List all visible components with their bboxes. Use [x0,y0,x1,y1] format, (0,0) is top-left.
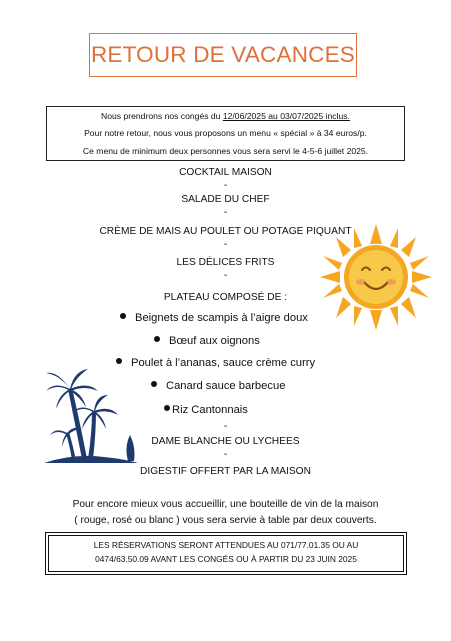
info-line-2: Pour notre retour, nous vous proposons un menu « spécial » à 34 euros/p. [84,128,367,138]
bullet-icon [116,358,122,364]
menu-separator: - [223,180,228,191]
menu-item-dessert: DAME BLANCHE OU LYCHEES [151,436,300,447]
bullet-icon [154,336,160,342]
reservation-line-2: 0474/63.50.09 AVANT LES CONGÉS OU À PARTIR DU 23 JUIN 2025 [95,554,357,564]
page-title: RETOUR DE VACANCES [90,42,356,67]
info-line-3: Ce menu de minimum deux personnes vous sera servi le 4-5-6 juillet 2025. [82,146,369,156]
plateau-item: Riz Cantonnais [164,404,248,417]
info-line-1 [47,111,404,122]
menu-item-salade: SALADE DU CHEF [181,194,270,205]
plateau-item: Poulet à l’ananas, sauce crème curry [116,357,315,370]
bullet-icon [151,381,157,387]
menu-separator: - [223,239,228,250]
menu-item-plateau: PLATEAU COMPOSÉ DE : [163,292,288,303]
info-line-1-dates: 12/06/2025 au 03/07/2025 inclus. [222,111,350,121]
sun-icon [318,222,434,332]
palm-island-icon [44,367,144,467]
plateau-item: Bœuf aux oignons [154,335,260,348]
closing-line-1: Pour encore mieux vous accueillir, une bouteille de vin de la maison [72,499,379,510]
reservation-line-1: LES RÉSERVATIONS SERONT ATTENDUES AU 071/77.01.35 OU AU [93,540,359,550]
bullet-icon [120,313,126,319]
menu-item-delices: LES DÉLICES FRITS [176,257,275,268]
menu-item-creme: CRÈME DE MAIS AU POULET OU POTAGE PIQUANT [99,226,352,237]
bullet-icon [164,405,170,411]
info-box [46,106,405,161]
plateau-item: Canard sauce barbecue [151,380,285,393]
menu-separator: - [223,449,228,460]
title-box [89,33,357,77]
menu-separator: - [223,270,228,281]
menu-separator: - [223,207,228,218]
info-line-1-prefix: Nous prendrons nos congés du [101,111,223,121]
reservation-box [45,532,407,575]
menu-item-digestif: DIGESTIF OFFERT PAR LA MAISON [140,466,311,477]
menu-separator: - [223,421,228,432]
closing-line-2: ( rouge, rosé ou blanc ) vous sera servie à table par deux couverts. [74,515,377,526]
plateau-item: Beignets de scampis à l’aigre doux [120,312,308,325]
menu-item-cocktail: COCKTAIL MAISON [179,167,272,178]
